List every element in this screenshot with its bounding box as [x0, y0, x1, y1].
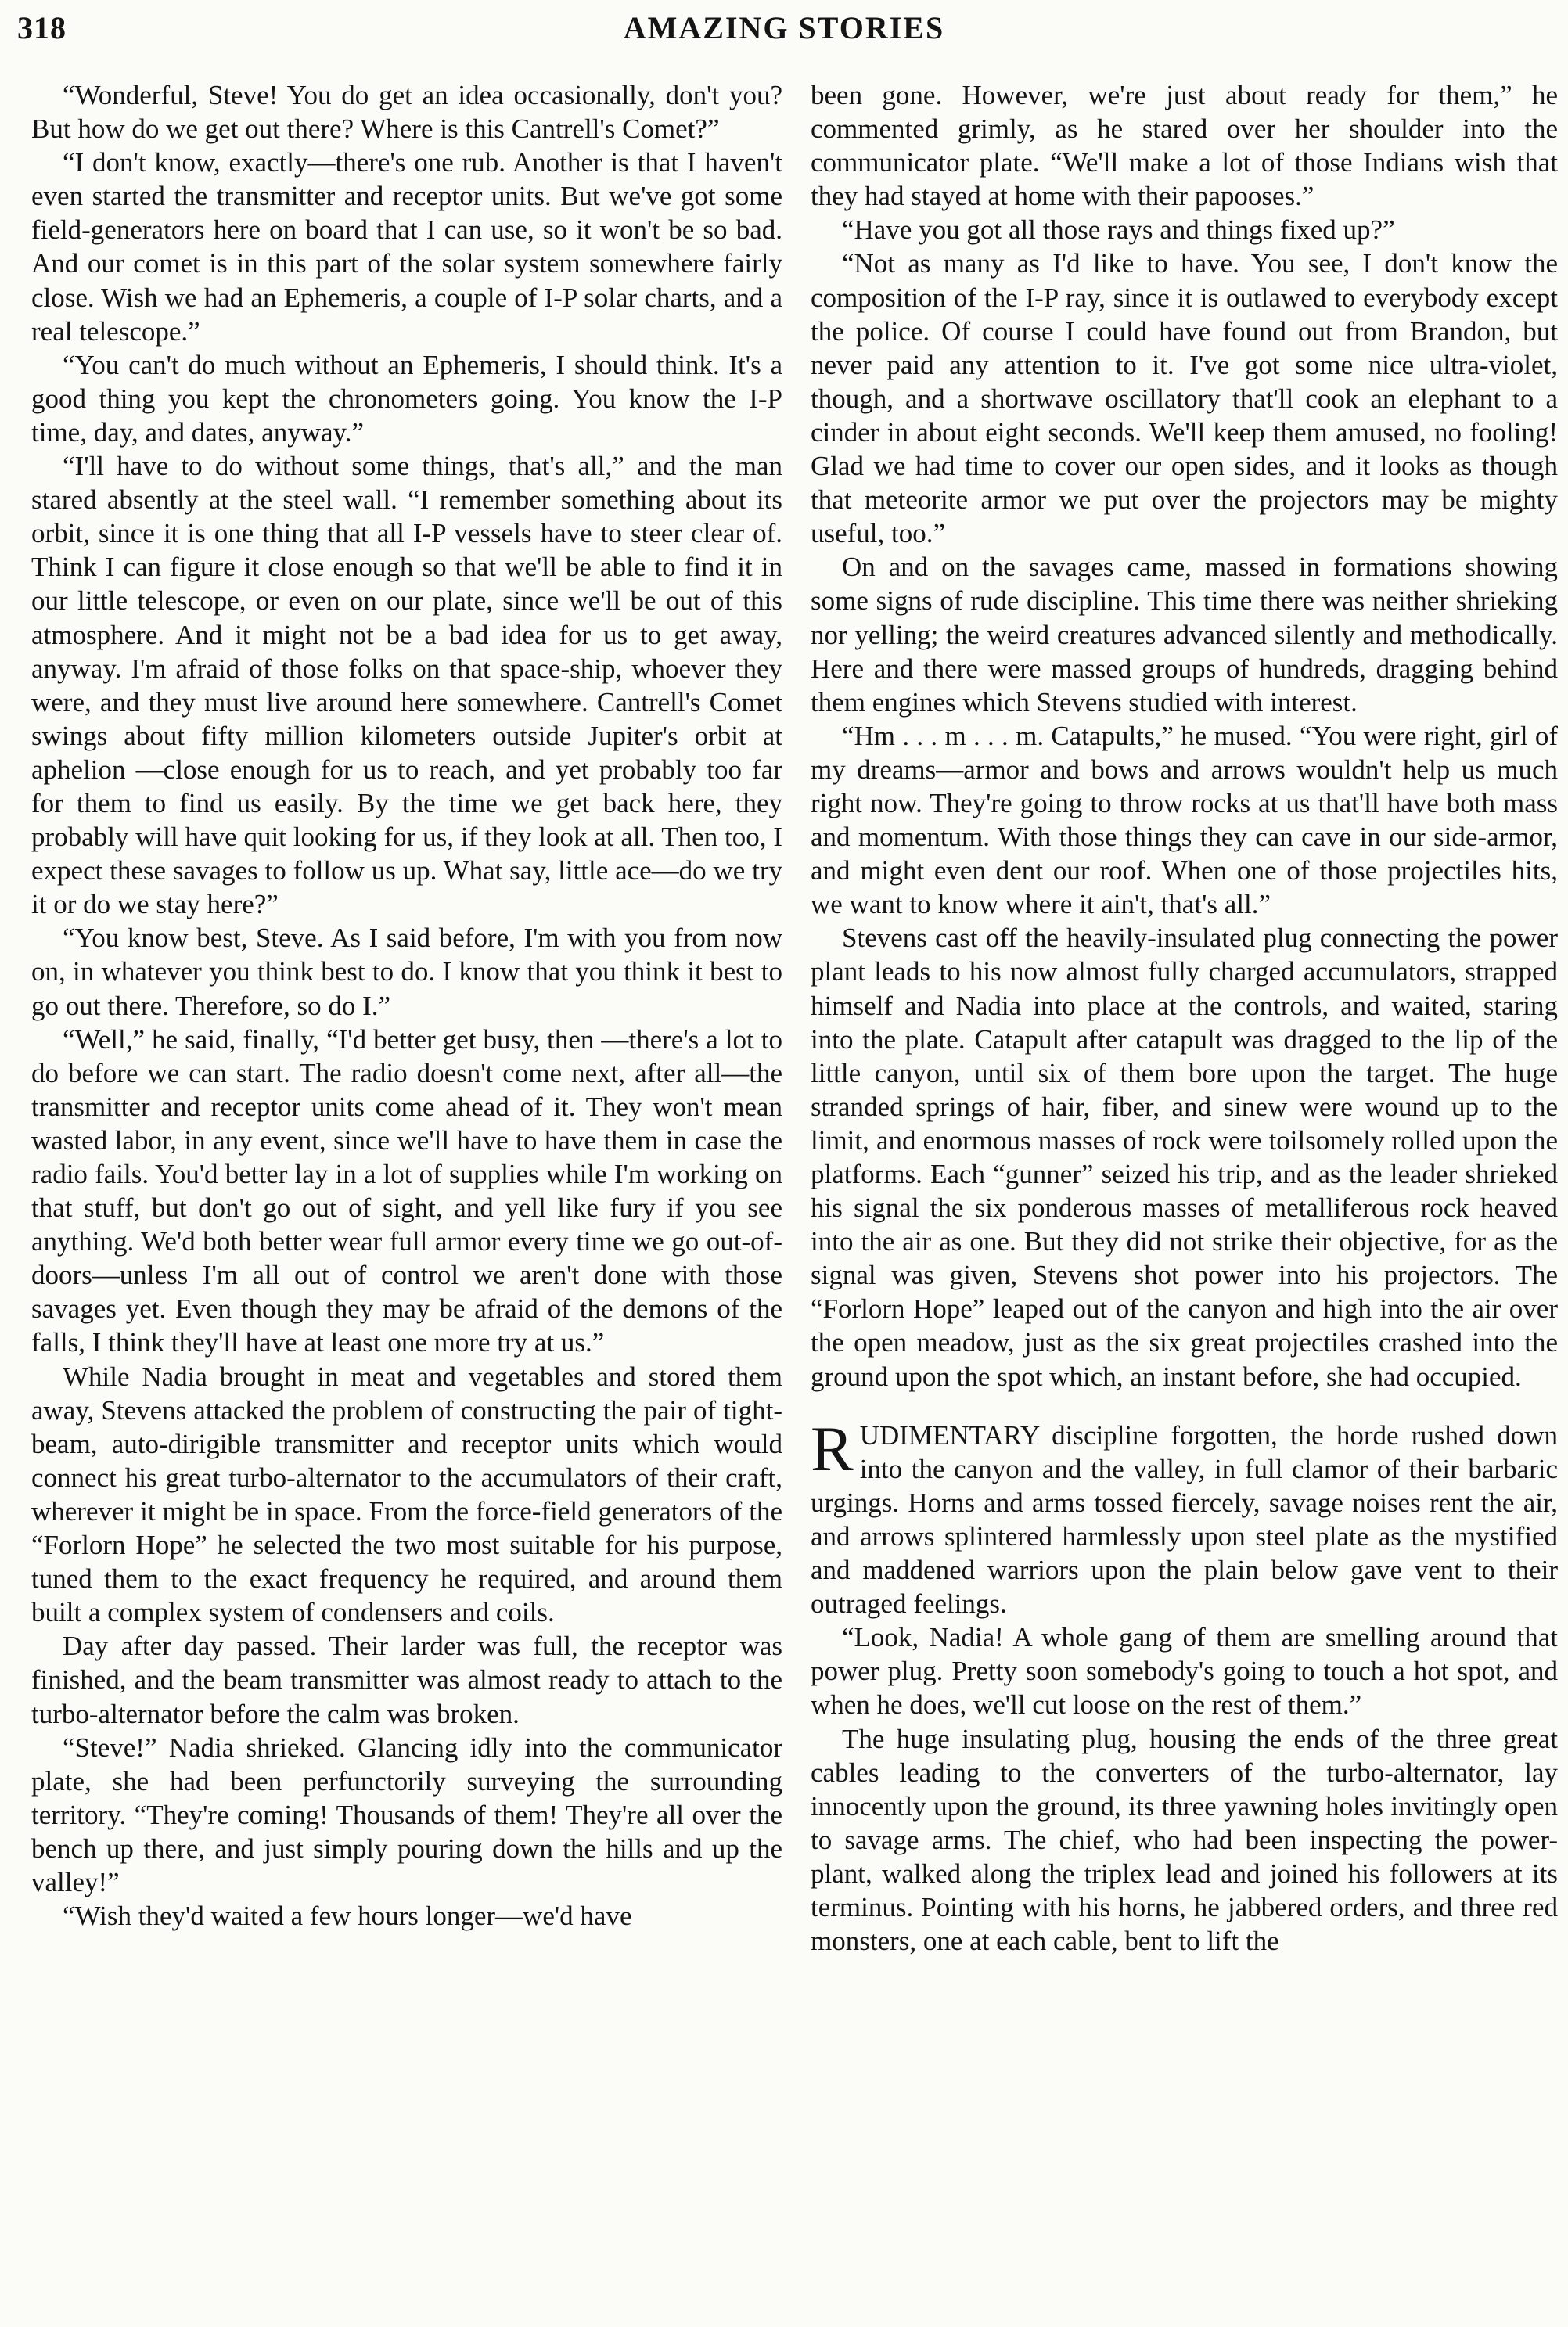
continued-paragraph: been gone. However, we're just about ready for them,” he commented grimly, as he stared over her shoulder into the communicator plate. “We'll make a lot of those Indians wish that they had stayed at home with their papooses.”	[811, 80, 1558, 212]
paragraph: “You know best, Steve. As I said before, I'm with you from now on, in whatever you think best to do. I know that you think it best to go out there. Therefore, so do I.”	[31, 923, 782, 1021]
paragraph: “I don't know, exactly—there's one rub. Another is that I haven't even started the transmitter and receptor units. But we've got some field-generators here on board that I can use, so it won't be so bad. And our comet is in this part of the solar system somewhere fairly close. Wish we had an Ephemeris, a couple of I-P solar charts, and a real telescope.”	[31, 147, 782, 347]
paragraph: Stevens cast off the heavily-insulated plug connecting the power plant leads to his now almost fully charged accumulators, strapped himself and Nadia into place at the controls, and waited, staring into the plate. Catapult after catapult was dragged to the lip of the little canyon, until six of them bore upon the target. The huge stranded springs of hair, fiber, and sinew were wound up to the limit, and enormous masses of rock were toilsomely rolled upon the platforms. Each “gunner” seized his trip, and as the leader shrieked his signal the six ponderous masses of metalliferous rock heaved into the air as one. But they did not strike their objective, for as the signal was given, Stevens shot power into his projectors. The “Forlorn Hope” leaped out of the canyon and high into the air over the open meadow, just as the six great projectiles crashed into the ground upon the spot which, an instant before, she had occupied.	[811, 923, 1558, 1392]
running-title: AMAZING STORIES	[623, 10, 945, 45]
paragraph: While Nadia brought in meat and vegetables and stored them away, Stevens attacked the problem of constructing the pair of tight-beam, auto-dirigible transmitter and receptor units which would connect his great turbo-alternator to the accumulators of their craft, wherever it might be in space. From the force-field generators of the “Forlorn Hope” he selected the two most suitable for his purpose, tuned them to the exact frequency he required, and around them built a complex system of condensers and coils.	[31, 1361, 782, 1628]
paragraph: “Wish they'd waited a few hours longer—we'd have	[63, 1901, 632, 1932]
left-column	[31, 78, 782, 2316]
section-opening-paragraph	[811, 1412, 1558, 1621]
paragraph: “Look, Nadia! A whole gang of them are smelling around that power plug. Pretty soon somebody's going to touch a hot spot, and when he does, we'll cut loose on the rest of them.”	[811, 1622, 1558, 1721]
page-header	[0, 0, 1568, 47]
paragraph: On and on the savages came, massed in formations showing some signs of rude discipline. This time there was neither shrieking nor yelling; the weird creatures advanced silently and methodically. Here and there were massed groups of hundreds, dragging behind them engines which Stevens studied with interest.	[811, 552, 1558, 718]
paragraph: “Steve!” Nadia shrieked. Glancing idly into the communicator plate, she had been perfunctorily surveying the surrounding territory. “They're coming! Thousands of them! They're all over the bench up there, and just simply pouring down the hills and up the valley!”	[31, 1732, 782, 1897]
paragraph: “Have you got all those rays and things fixed up?”	[842, 214, 1395, 246]
page-number: 318	[17, 10, 67, 45]
paragraph: “I'll have to do without some things, that's all,” and the man stared absently at the steel wall. “I remember something about its orbit, since it is one thing that all I-P vessels have to steer clear of. Think I can figure it close enough so that we'll be able to find it in our little telescope, or even on our plate, since we'll be out of this atmosphere. And it might not be a bad idea for us to get away, anyway. I'm afraid of those folks on that space-ship, whoever they were, and they must live around here somewhere. Cantrell's Comet swings about fifty million kilometers outside Jupiter's orbit at aphelion —close enough for us to reach, and yet probably too far for them to find us easily. By the time we get back here, they probably will have quit looking for us, if they look at all. Then too, I expect these savages to follow us up. What say, little ace—do we try it or do we stay here?”	[31, 451, 782, 920]
right-column	[811, 78, 1558, 2316]
paragraph: “Hm . . . m . . . m. Catapults,” he mused. “You were right, girl of my dreams—armor and bows and arrows wouldn't help us much right now. They're going to throw rocks at us that'll have both mass and momentum. With those things they can cave in our side-armor, and might even dent our roof. When one of those projectiles hits, we want to know where it ain't, that's all.”	[811, 720, 1558, 920]
paragraph: “You can't do much without an Ephemeris, I should think. It's a good thing you kept the chronometers going. You know the I-P time, day, and dates, anyway.”	[31, 349, 782, 448]
paragraph: Day after day passed. Their larder was full, the receptor was finished, and the beam transmitter was almost ready to attach to the turbo-alternator before the calm was broken.	[31, 1631, 782, 1729]
paragraph: “Well,” he said, finally, “I'd better get busy, then —there's a lot to do before we can start. The radio doesn't come next, after all—the transmitter and receptor units come ahead of it. They won't mean wasted labor, in any event, since we'll have to have them in case the radio fails. You'd better lay in a lot of supplies while I'm working on that stuff, but don't go out of sight, and yell like fury if you see anything. We'd both better wear full armor every time we go out-of-doors—unless I'm all out of control we aren't done with those savages yet. Even though they may be afraid of the demons of the falls, I think they'll have at least one more try at us.”	[31, 1023, 782, 1358]
paragraph: “Wonderful, Steve! You do get an idea occasionally, don't you? But how do we get out there? Where is this Cantrell's Comet?”	[31, 80, 782, 145]
paragraph: The huge insulating plug, housing the ends of the three great cables leading to the converters of the turbo-alternator, lay innocently upon the ground, its three yawning holes invitingly open to savage arms. The chief, who had been inspecting the power-plant, walked along the triplex lead and joined his followers at its terminus. Pointing with his horns, he jabbered orders, and three red monsters, one at each cable, bent to lift the	[811, 1723, 1558, 1957]
drop-cap: R	[811, 1412, 854, 1484]
paragraph: “Not as many as I'd like to have. You see, I don't know the composition of the I-P ray, since it is outlawed to everybody except the police. Of course I could have found out from Brandon, but never paid any attention to it. I've got some nice ultra-violet, though, and a shortwave oscillatory that'll cook an elephant to a cinder in about eight seconds. We'll keep them amused, no fooling! Glad we had time to cover our open sides, and it looks as though that meteorite armor we put over the projectors may be mighty useful, too.”	[811, 248, 1558, 549]
small-caps-lead: UDIMENTARY	[859, 1419, 1039, 1451]
section-opening-text: discipline forgotten, the horde rushed down into the canyon and the valley, in full clamor of their barbaric urgings. Horns and arms tossed fiercely, savage noises rent the air, and arrows splintered harmlessly upon steel plate as the mystified and maddened warriors upon the plain below gave vent to their outraged feelings.	[811, 1419, 1558, 1620]
